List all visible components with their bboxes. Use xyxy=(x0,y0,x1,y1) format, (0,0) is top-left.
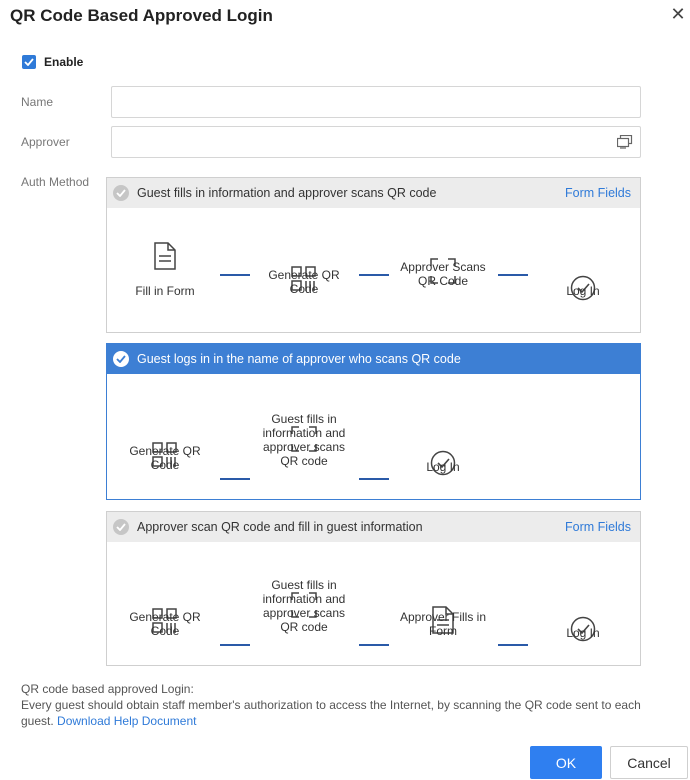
form-fields-link[interactable]: Form Fields xyxy=(565,186,631,200)
method-flow xyxy=(107,542,640,666)
name-label: Name xyxy=(21,95,54,109)
help-heading: QR code based approved Login: xyxy=(21,682,194,696)
close-icon[interactable]: ✕ xyxy=(670,4,686,24)
method-title: Guest fills in information and approver scans QR code xyxy=(137,186,437,200)
method-header[interactable] xyxy=(107,512,640,542)
dialog-title: QR Code Based Approved Login xyxy=(10,6,273,25)
method-title: Approver scan QR code and fill in guest information xyxy=(137,520,423,534)
step-label: Generate QR Code xyxy=(268,268,340,296)
connector xyxy=(498,644,528,646)
step-label: Guest fills in information and approver scans QR code xyxy=(262,412,346,468)
method-header[interactable] xyxy=(107,344,640,374)
connector xyxy=(498,274,528,276)
radio-check-icon[interactable] xyxy=(113,519,129,535)
enable-checkbox[interactable] xyxy=(22,55,36,69)
connector xyxy=(359,644,389,646)
connector xyxy=(359,478,389,480)
auth-method-label: Auth Method xyxy=(21,175,90,189)
download-help-link[interactable]: Download Help Document xyxy=(57,714,197,728)
radio-check-icon[interactable] xyxy=(113,185,129,201)
approver-input[interactable] xyxy=(111,126,641,158)
method-title: Guest logs in in the name of approver who scans QR code xyxy=(137,352,461,366)
cancel-button[interactable]: Cancel xyxy=(610,746,688,779)
method-flow xyxy=(107,208,640,332)
step-label: Approver Scans QR Code xyxy=(400,260,486,288)
method-flow xyxy=(107,374,640,498)
auth-method-option-2[interactable] xyxy=(106,343,641,500)
ok-button[interactable]: OK xyxy=(530,746,602,779)
step-label: Log In xyxy=(566,626,600,640)
step-label: Fill in Form xyxy=(135,284,195,298)
connector xyxy=(220,274,250,276)
radio-check-icon[interactable] xyxy=(113,351,129,367)
connector xyxy=(359,274,389,276)
step-label: Log In xyxy=(566,284,600,298)
form-icon xyxy=(152,242,178,270)
step-label: Approver Fills in Form xyxy=(399,610,487,638)
step-label: Guest fills in information and approver scans QR code xyxy=(262,578,346,634)
enable-row[interactable] xyxy=(22,55,83,69)
approver-label: Approver xyxy=(21,135,70,149)
help-text xyxy=(21,681,641,729)
auth-method-option-3[interactable] xyxy=(106,511,641,666)
approver-picker-icon[interactable] xyxy=(617,135,633,149)
connector xyxy=(220,644,250,646)
method-header[interactable] xyxy=(107,178,640,208)
form-fields-link[interactable]: Form Fields xyxy=(565,520,631,534)
auth-method-option-1[interactable] xyxy=(106,177,641,333)
step-label: Log In xyxy=(426,460,460,474)
step-label: Generate QR Code xyxy=(129,610,201,638)
name-input[interactable] xyxy=(111,86,641,118)
help-body: Every guest should obtain staff member's authorization to access the Internet, by scanning the QR code sent to each guest. xyxy=(21,698,641,728)
enable-label: Enable xyxy=(44,55,84,69)
step-label: Generate QR Code xyxy=(129,444,201,472)
connector xyxy=(220,478,250,480)
